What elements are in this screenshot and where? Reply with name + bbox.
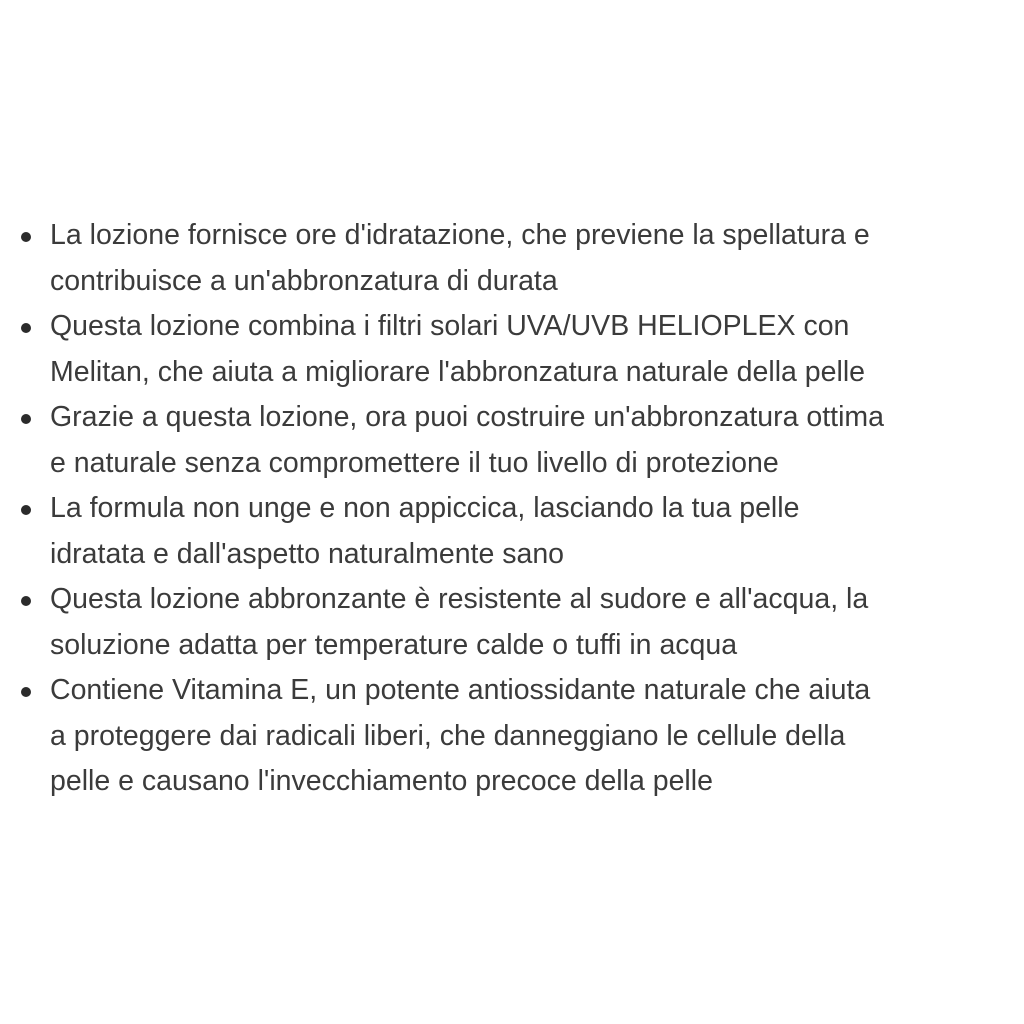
bullet-dot-icon <box>21 687 31 697</box>
bullet-text-line: Contiene Vitamina E, un potente antiossidante naturale che aiuta <box>50 674 871 706</box>
bullet-text-line: Questa lozione combina i filtri solari UVA/UVB HELIOPLEX con <box>50 310 850 342</box>
bullet-text-line: Melitan, che aiuta a migliorare l'abbronzatura naturale della pelle <box>50 355 866 388</box>
bullet-text-line: Questa lozione abbronzante è resistente al sudore e all'acqua, la <box>50 583 869 615</box>
bullet-text-line: contribuisce a un'abbronzatura di durata <box>50 264 558 297</box>
bullet-list <box>18 213 1018 805</box>
bullet-dot-icon <box>21 505 31 515</box>
bullet-dot-icon <box>21 323 31 333</box>
bullet-text-line: Grazie a questa lozione, ora puoi costruire un'abbronzatura ottima <box>50 401 885 433</box>
bullet-text-line: La formula non unge e non appiccica, lasciando la tua pelle <box>50 492 800 524</box>
bullet-item <box>18 668 1018 805</box>
bullet-text-line: e naturale senza compromettere il tuo livello di protezione <box>50 446 779 479</box>
bullet-text-line: idratata e dall'aspetto naturalmente sano <box>50 537 565 570</box>
bullet-dot-icon <box>21 232 31 242</box>
bullet-item <box>18 395 1018 486</box>
bullet-text-line: soluzione adatta per temperature calde o tuffi in acqua <box>50 628 738 661</box>
bullet-dot-icon <box>21 596 31 606</box>
bullet-dot-icon <box>21 414 31 424</box>
bullet-item <box>18 304 1018 395</box>
bullet-item <box>18 486 1018 577</box>
bullet-text-line: a proteggere dai radicali liberi, che danneggiano le cellule della <box>50 719 846 752</box>
bullet-text-line: La lozione fornisce ore d'idratazione, che previene la spellatura e <box>50 219 870 251</box>
bullet-item <box>18 577 1018 668</box>
bullet-text-line: pelle e causano l'invecchiamento precoce della pelle <box>50 765 713 797</box>
bullet-item <box>18 213 1018 304</box>
